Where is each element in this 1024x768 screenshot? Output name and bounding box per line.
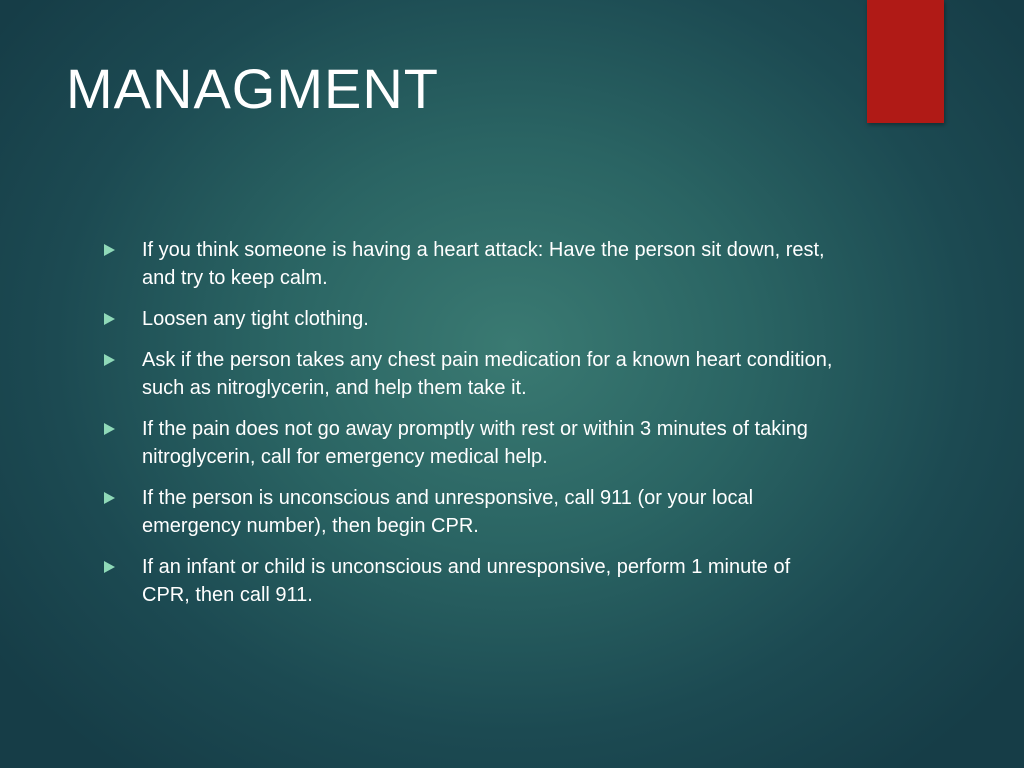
bullet-text: If you think someone is having a heart attack: Have the person sit down, rest, and try to keep calm. <box>142 239 825 289</box>
bullet-item <box>104 553 834 609</box>
triangle-bullet-icon <box>104 561 115 573</box>
bullet-item <box>104 236 834 292</box>
triangle-bullet-icon <box>104 313 115 325</box>
triangle-bullet-icon <box>104 354 115 366</box>
bullet-text: Loosen any tight clothing. <box>142 308 369 330</box>
bullet-list <box>104 236 834 622</box>
bullet-item <box>104 346 834 402</box>
slide-title: MANAGMENT <box>66 57 439 120</box>
bullet-item <box>104 415 834 471</box>
bullet-item <box>104 305 834 333</box>
bullet-text: If the person is unconscious and unresponsive, call 911 (or your local emergency number), then begin CPR. <box>142 487 754 537</box>
bullet-text: Ask if the person takes any chest pain medication for a known heart condition, such as nitroglycerin, and help them take it. <box>142 349 833 399</box>
triangle-bullet-icon <box>104 244 115 256</box>
bullet-text: If an infant or child is unconscious and unresponsive, perform 1 minute of CPR, then call 911. <box>142 556 791 606</box>
triangle-bullet-icon <box>104 423 115 435</box>
bullet-text: If the pain does not go away promptly with rest or within 3 minutes of taking nitroglycerin, call for emergency medical help. <box>142 418 808 468</box>
bullet-item <box>104 484 834 540</box>
accent-bar <box>867 0 944 123</box>
triangle-bullet-icon <box>104 492 115 504</box>
